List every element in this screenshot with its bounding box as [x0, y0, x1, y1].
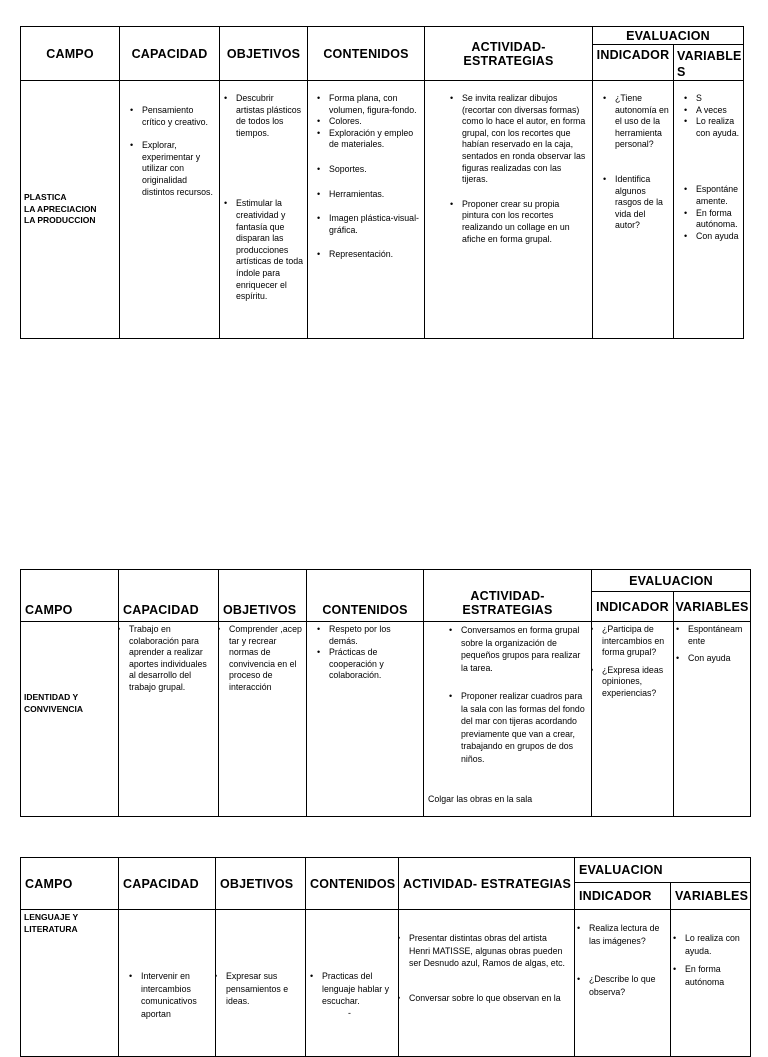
header-campo: CAMPO [21, 27, 120, 81]
list-item: • Intervenir en intercambios comunicativos aportan [141, 970, 212, 1020]
list-item: • Imagen plástica-visual-gráfica. [329, 213, 421, 236]
list-item: • En forma autónoma [685, 963, 747, 988]
list-item: • ¿Participa de intercambios en forma grupal? [602, 624, 670, 659]
list-item: • Lo realiza con ayuda. [685, 932, 747, 957]
list-item: • Descubrir artistas plásticos de todos los tiempos. [236, 93, 303, 139]
header-contenidos: CONTENIDOS [306, 858, 399, 910]
campo-line: PLASTICA [24, 192, 67, 202]
header-variables: VARIABLE S [674, 45, 744, 81]
list-item: • Comprender ,acep tar y recrear normas de convivencia en el proceso de interacción [229, 624, 303, 694]
contenidos-cell [308, 81, 425, 339]
variables-cell [674, 81, 744, 339]
actividad-cell [424, 622, 592, 817]
list-item: • Lo realiza con ayuda. [696, 116, 741, 139]
header-indicador: INDICADOR [593, 45, 674, 81]
variables-cell [674, 622, 751, 817]
planning-table-lenguaje [20, 857, 751, 1057]
list-item: • Estimular la creatividad y fantasía que disparan las producciones artísticas de toda índole para enriquecer el espíritu. [236, 198, 303, 302]
list-item: • Proponer realizar cuadros para la sala con las formas del fondo del mar con tijeras acordando previamente que van a crear, trabajando en grupos de dos niños. [461, 690, 585, 765]
list-item: • ¿Describe lo que observa? [589, 973, 667, 998]
list-item: • Respeto por los demás. [329, 624, 420, 647]
list-item: • Espontáneam ente [688, 624, 747, 647]
header-variables: VARIABLES [674, 592, 751, 622]
planning-table-identidad [20, 569, 751, 817]
header-contenidos: CONTENIDOS [308, 27, 425, 81]
campo-line: IDENTIDAD Y [24, 692, 79, 702]
campo-line: LA PRODUCCION [24, 215, 96, 225]
header-objetivos: OBJETIVOS [216, 858, 306, 910]
indicador-cell [593, 81, 674, 339]
list-item: • Conversar sobre lo que observan en la [409, 992, 570, 1005]
list-item: • Explorar, experimentar y utilizar con originalidad distintos recursos. [142, 140, 215, 198]
header-actividad: ACTIVIDAD- ESTRATEGIAS [399, 858, 575, 910]
capacidad-cell [119, 622, 219, 817]
capacidad-cell [120, 81, 220, 339]
list-item: • Herramientas. [329, 189, 421, 201]
list-item: • S [696, 93, 741, 105]
campo-cell [21, 81, 120, 339]
header-actividad: ACTIVIDAD- ESTRATEGIAS [424, 570, 592, 622]
actividad-note: Colgar las obras en la sala [428, 794, 533, 805]
header-evaluacion: EVALUACION [593, 27, 744, 45]
actividad-cell [425, 81, 593, 339]
contenidos-dash: - [348, 1007, 351, 1018]
list-item: • Conversamos en forma grupal sobre la organización de pequeños grupos para realizar la tarea. [461, 624, 585, 674]
header-evaluacion: EVALUACION [592, 570, 751, 592]
indicador-cell [592, 622, 674, 817]
list-item: • Prácticas de cooperación y colaboración. [329, 647, 420, 682]
contenidos-cell [307, 622, 424, 817]
indicador-cell [575, 910, 671, 1057]
list-item: • Con ayuda [688, 653, 747, 665]
header-objetivos: OBJETIVOS [219, 570, 307, 622]
contenidos-cell [306, 910, 399, 1057]
header-objetivos: OBJETIVOS [220, 27, 308, 81]
campo-line: CONVIVENCIA [24, 703, 84, 714]
list-item: • Presentar distintas obras del artista Henri MATISSE, algunas obras pueden ser Desnudo azul, Ramos de algas, etc. [409, 932, 570, 970]
header-indicador: INDICADOR [575, 883, 671, 910]
list-item: • ¿Expresa ideas opiniones, experiencias? [602, 665, 670, 700]
capacidad-cell [119, 910, 216, 1057]
campo-line: LITERATURA [24, 923, 78, 934]
list-item: • Soportes. [329, 164, 421, 176]
list-item: • Con ayuda [696, 231, 741, 243]
planning-table-plastica [20, 26, 744, 339]
header-campo: CAMPO [21, 570, 119, 622]
header-variables: VARIABLES [671, 883, 751, 910]
header-contenidos: CONTENIDOS [307, 570, 424, 622]
list-item: • Espontáne amente. [696, 184, 741, 207]
list-item: • Practicas del lenguaje hablar y escuchar. [322, 970, 395, 1008]
list-item: • A veces [696, 105, 741, 117]
list-item: • Exploración y empleo de materiales. [329, 128, 421, 151]
variables-cell [671, 910, 751, 1057]
header-evaluacion: EVALUACION [575, 858, 751, 883]
campo-line: LA APRECIACION [24, 203, 97, 214]
list-item: • En forma autónoma. [696, 208, 741, 231]
list-item: • Representación. [329, 249, 421, 261]
header-capacidad: CAPACIDAD [120, 27, 220, 81]
objetivos-cell [220, 81, 308, 339]
header-capacidad: CAPACIDAD [119, 858, 216, 910]
list-item: • Pensamiento crítico y creativo. [142, 105, 215, 128]
header-capacidad: CAPACIDAD [119, 570, 219, 622]
list-item: • Se invita realizar dibujos (recortar con diversas formas) como lo hace el autor, en forma grupal, con los recortes que habían reservado en la caja, sentados en ronda observar las figuras realizadas con las tijeras. [462, 93, 588, 186]
list-item: • Expresar sus pensamientos e ideas. [226, 970, 302, 1008]
campo-cell [21, 622, 119, 817]
list-item: • Trabajo en colaboración para aprender a realizar aportes individuales al desarrollo del trabajo grupal. [129, 624, 215, 694]
list-item: • ¿Tiene autonomía en el uso de la herramienta personal? [615, 93, 670, 151]
objetivos-cell [216, 910, 306, 1057]
actividad-cell [399, 910, 575, 1057]
list-item: • Proponer crear su propia pintura con los recortes realizando un collage en un afiche en forma grupal. [462, 199, 588, 245]
list-item: • Colores. [329, 116, 421, 128]
list-item: • Forma plana, con volumen, figura-fondo. [329, 93, 421, 116]
header-campo: CAMPO [21, 858, 119, 910]
header-indicador: INDICADOR [592, 592, 674, 622]
objetivos-cell [219, 622, 307, 817]
list-item: • Realiza lectura de las imágenes? [589, 922, 667, 947]
campo-cell [21, 910, 119, 1057]
list-item: • Identifica algunos rasgos de la vida del autor? [615, 174, 670, 232]
campo-line: LENGUAJE Y [24, 912, 79, 922]
header-actividad: ACTIVIDAD- ESTRATEGIAS [425, 27, 593, 81]
